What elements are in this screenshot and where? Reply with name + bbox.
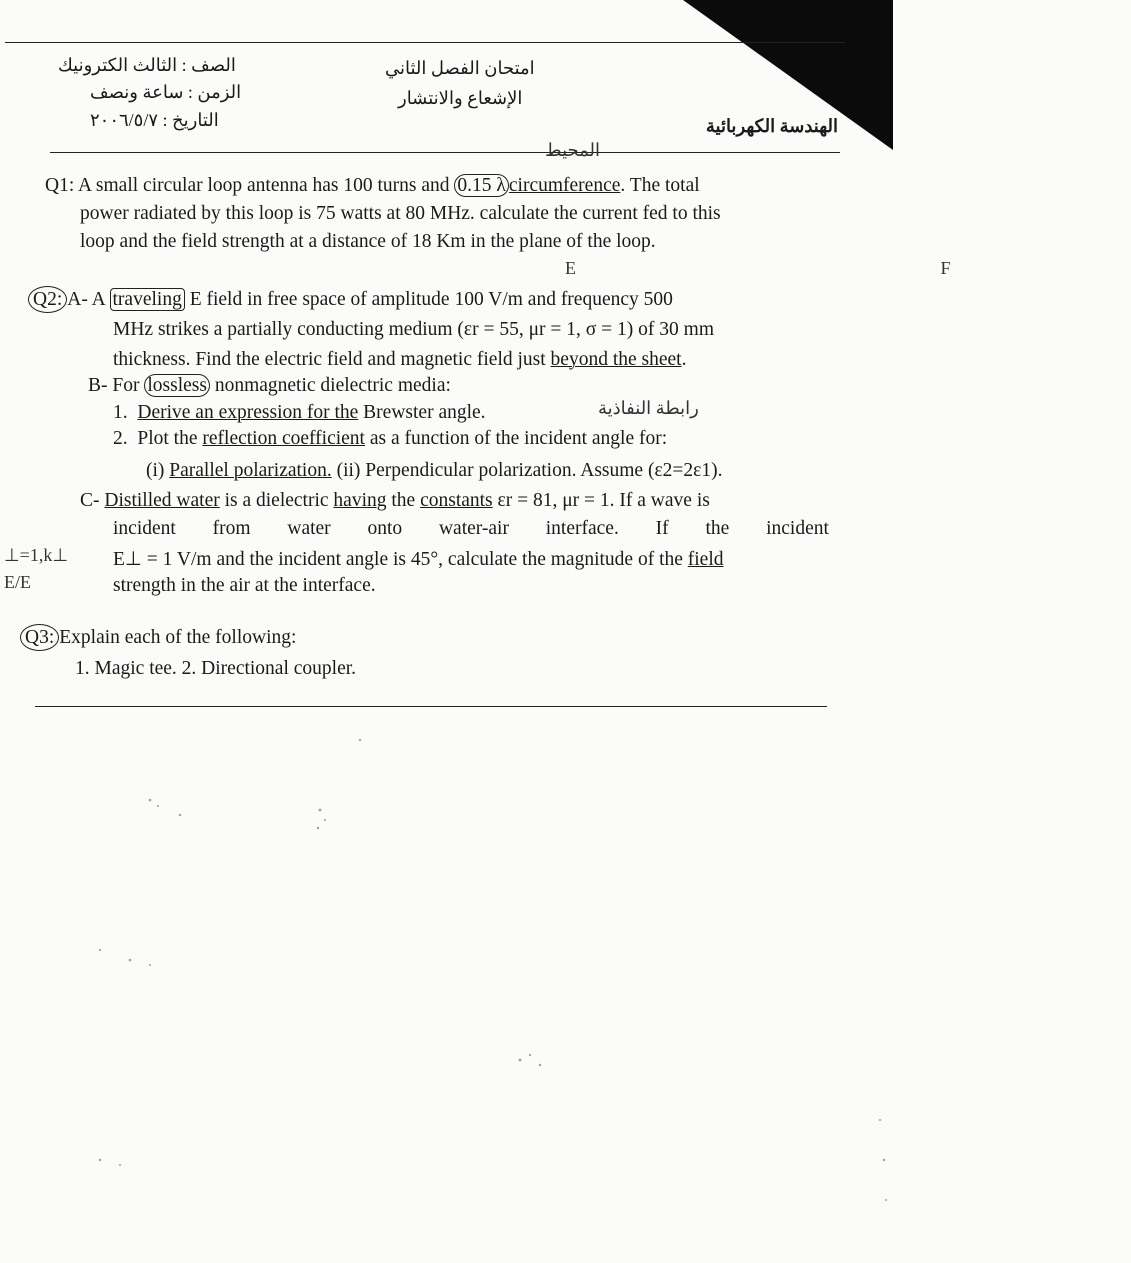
header-left-line2: الزمن : ساعة ونصف [90,82,242,102]
q2c-distilled-water: Distilled water [104,490,220,511]
q2c-line2-word: from [212,518,251,539]
q2b-item1-underlined: Derive an expression for the [137,402,359,423]
q2c-line4: strength in the air at the interface. [113,575,376,596]
q2a-boxed-traveling: traveling [110,288,185,311]
q2a-prefix: A- A [67,289,110,310]
q2a-line1 [28,286,673,313]
q2c-line3 [113,546,724,573]
q2b-item2-text-end: as a function of the incident angle for: [364,428,668,449]
q2c-line2-word: incident [766,518,829,539]
q2c-field: field [687,549,724,570]
q2b-sub-ii: (ii) Perpendicular polarization. Assume (ε2=2ε1). [331,460,723,481]
footer-rule [35,706,827,707]
q1-circled-wavelength: 0.15 λ [454,174,508,197]
q2c-line2-word: interface. [545,518,619,539]
q2c-constants: constants [420,490,493,511]
handwriting-margin-e: E/E [4,572,31,592]
handwriting-margin-c: ⊥=1,k⊥ [4,545,69,565]
q2c-line2-word: If [655,518,669,539]
q2b-reflection-coefficient: reflection coefficient [202,428,365,449]
q2c-line1 [80,487,710,514]
q1-text: Q1: A small circular loop antenna has 100 turns and [45,175,455,196]
q2c-text3: εr = 81, μr = 1. If a wave is [492,490,710,511]
q2b-item1-number: 1. [113,402,128,423]
q2b-item1-text: Brewster angle. [358,402,486,423]
q2c-line3-text: E⊥ = 1 V/m and the incident angle is 45°, calculate the magnitude of the [113,549,688,570]
q1-circumference: circumference [508,175,621,196]
q2b-item1 [113,399,486,426]
header-left-line3: التاريخ : ٢٠٠٦/٥/٧ [90,110,219,130]
q2b-sub-i: (i) [146,460,170,481]
header-center-line1: امتحان الفصل الثاني [385,58,535,78]
q2b-prefix: B- For [88,375,145,396]
q1-line2: power radiated by this loop is 75 watts at 80 MHz. calculate the current fed to this [80,203,721,224]
q2b-circled-lossless: lossless [144,374,210,397]
q2b-text: nonmagnetic dielectric media: [209,375,451,396]
q2c-prefix: C- [80,490,105,511]
q2b-item2-text: Plot the [137,428,203,449]
q1-text-end: . The total [620,175,700,196]
q2b-item2-number: 2. [113,428,128,449]
q3-items: 1. Magic tee. 2. Directional coupler. [75,658,357,679]
header-top-rule [5,42,845,43]
q2a-line2: MHz strikes a partially conducting medium (εr = 55, μr = 1, σ = 1) of 30 mm [113,319,714,340]
header-bottom-rule [50,152,840,153]
q2c-line2-word: water-air [438,518,509,539]
q2b-parallel-polarization: Parallel polarization. [169,460,332,481]
handwriting-near-b1: رابطة النفاذية [598,398,699,418]
q2c-line2-word: incident [113,518,176,539]
q2c-text2: the [386,490,421,511]
q2c-having: having [333,490,387,511]
handwriting-above-q1: المحيط [545,140,601,160]
q2c-line2 [113,515,829,542]
q2c-line2-word: the [705,518,730,539]
q2a-line3-text: thickness. Find the electric field and magnetic field just [113,349,551,370]
q2c-line2-word: water [287,518,331,539]
handwriting-e-f-marks: E F [565,258,1131,278]
header-left-line1: الصف : الثالث الكترونيك [58,55,236,75]
q3-title: Explain each of the following: [59,627,297,648]
q2b-item2 [113,425,667,452]
q2a-line3 [113,346,686,373]
q2-number: Q2: [28,286,67,313]
header-center-line2: الإشعاع والانتشار [398,88,523,108]
q1-line1 [45,172,700,199]
q2b-item2-sub [146,457,722,484]
q2a-beyond-sheet: beyond the sheet [550,349,682,370]
q2a-line3-end: . [681,349,687,370]
header-right-line3: الهندسة الكهربائية [705,116,838,136]
q2a-text: E field in free space of amplitude 100 V/m and frequency 500 [184,289,673,310]
q3-line1 [20,624,296,651]
q2c-text1: is a dielectric [219,490,334,511]
q3-number: Q3: [20,624,59,651]
q2c-line2-word: onto [367,518,403,539]
q1-line3: loop and the field strength at a distance of 18 Km in the plane of the loop. [80,231,656,252]
q2b-line1 [88,372,451,399]
